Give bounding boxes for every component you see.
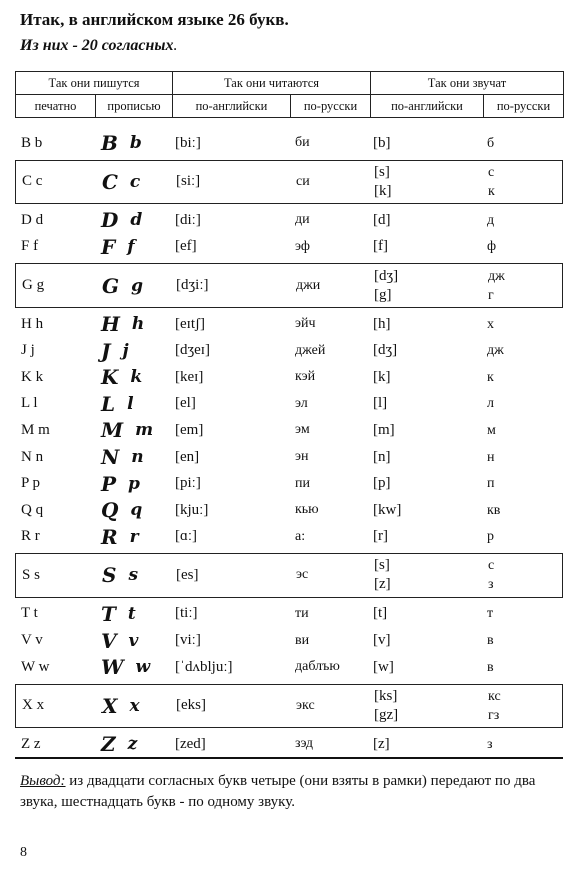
- letter-script: [101, 627, 138, 654]
- script-lower: t: [127, 603, 136, 624]
- reading-en: [dʒiː]: [176, 277, 209, 294]
- sound-en-value: [t]: [373, 605, 388, 622]
- letter-print: F f: [21, 238, 39, 255]
- table-row: [15, 444, 563, 471]
- letter-print: M m: [21, 421, 50, 438]
- sound-en: [373, 130, 391, 157]
- script-lower: p: [128, 473, 140, 494]
- sound-ru-value: р: [487, 529, 494, 545]
- script-upper: C: [102, 169, 118, 194]
- letter-script: [102, 264, 143, 307]
- sound-en-value: [k]: [373, 368, 391, 385]
- letter-script: [101, 364, 142, 391]
- reading-ru: эйч: [295, 316, 316, 332]
- script-upper: B: [101, 131, 118, 156]
- sound-ru-value: гз: [488, 707, 500, 723]
- letter-print: N n: [21, 448, 44, 465]
- table-row: [15, 417, 563, 444]
- reading-ru: а:: [295, 528, 306, 544]
- sound-en-value: [z]: [374, 576, 391, 593]
- reading-en: [dʒeɪ]: [175, 342, 210, 359]
- table-row: [15, 601, 563, 628]
- sound-en-value: [w]: [373, 658, 394, 675]
- table-row: [15, 234, 563, 261]
- sound-en-value: [v]: [373, 632, 391, 649]
- sound-ru: [487, 654, 494, 681]
- sound-ru: [487, 311, 494, 338]
- sound-en: [373, 444, 391, 471]
- reading-ru: даблъю: [295, 659, 340, 675]
- subtitle-tail: .: [173, 37, 178, 54]
- sound-en: [373, 470, 391, 497]
- table-row: [15, 524, 563, 551]
- script-lower: m: [135, 420, 154, 441]
- reading-en: [tiː]: [175, 605, 198, 622]
- letter-script: [101, 524, 139, 551]
- sound-ru-value: к: [488, 183, 495, 199]
- letter-print: J j: [21, 342, 35, 359]
- reading-ru: джи: [296, 277, 321, 293]
- letter-script: [101, 654, 150, 681]
- reading-en: [viː]: [175, 632, 201, 649]
- letter-print: C c: [22, 173, 43, 190]
- letter-script: [101, 417, 153, 444]
- script-upper: J: [101, 338, 111, 363]
- script-upper: W: [101, 655, 124, 680]
- table-row: [15, 684, 563, 729]
- reading-ru: эл: [295, 395, 308, 411]
- script-lower: x: [129, 695, 140, 716]
- reading-en: [zed]: [175, 735, 206, 752]
- sound-en-value: [k]: [374, 182, 392, 199]
- script-lower: q: [130, 500, 143, 521]
- script-lower: n: [131, 447, 144, 468]
- sound-ru-value: з: [488, 577, 494, 593]
- subtitle-text: Из них - 20 согласных: [20, 37, 174, 54]
- table-row: [15, 627, 563, 654]
- reading-ru: эф: [295, 238, 310, 254]
- reading-en: [biː]: [175, 134, 201, 151]
- sound-en: [374, 161, 392, 204]
- sound-ru: [487, 601, 493, 628]
- page-title: Итак, в английском языке 26 букв.: [20, 10, 289, 29]
- sound-ru-value: д: [487, 212, 495, 228]
- table-row: [15, 337, 563, 364]
- reading-ru: би: [295, 135, 310, 151]
- letter-script: [101, 337, 129, 364]
- header-written: Так они пишутся: [16, 72, 173, 95]
- sound-en: [373, 601, 387, 628]
- subheader-sound-ru: по-русски: [484, 95, 564, 118]
- page-subtitle: [20, 37, 178, 55]
- letter-print: R r: [21, 528, 40, 545]
- letter-script: [101, 601, 136, 628]
- letter-script: [102, 685, 140, 728]
- sound-en: [373, 207, 391, 234]
- letter-script: [101, 731, 137, 758]
- sound-ru: [487, 524, 494, 551]
- subheader-sound-en: по-английски: [371, 95, 484, 118]
- script-lower: d: [130, 210, 143, 231]
- sound-en-value: [h]: [373, 315, 391, 332]
- script-lower: r: [129, 526, 139, 547]
- sound-ru-value: дж: [488, 268, 505, 284]
- reading-en: [ˈdʌbljuː]: [175, 658, 233, 675]
- letter-print: H h: [21, 315, 44, 332]
- script-upper: L: [101, 391, 116, 416]
- sound-ru: [487, 337, 504, 364]
- letter-script: [101, 470, 140, 497]
- letter-script: [101, 311, 144, 338]
- letter-print: V v: [21, 632, 43, 649]
- sound-ru-value: п: [487, 476, 495, 492]
- script-lower: v: [128, 630, 139, 651]
- reading-ru: зэд: [295, 736, 313, 752]
- script-lower: w: [135, 657, 151, 678]
- reading-en: [en]: [175, 448, 200, 465]
- sound-en: [373, 364, 391, 391]
- script-upper: Z: [101, 732, 116, 757]
- letter-print: K k: [21, 368, 44, 385]
- script-upper: R: [101, 524, 118, 549]
- sound-en: [373, 417, 395, 444]
- divider: [15, 757, 563, 759]
- sound-en: [373, 234, 388, 261]
- sound-en: [373, 311, 391, 338]
- table-header: [15, 71, 564, 118]
- sound-en: [373, 524, 388, 551]
- sound-ru-value: кв: [487, 502, 501, 518]
- sound-en: [373, 497, 401, 524]
- letter-print: X x: [22, 697, 45, 714]
- letter-print: P p: [21, 475, 41, 492]
- table-row: [15, 263, 563, 308]
- sound-ru: [487, 364, 494, 391]
- reading-en: [kjuː]: [175, 501, 209, 518]
- script-lower: z: [127, 734, 138, 755]
- letter-print: Q q: [21, 501, 44, 518]
- sound-en-value: [m]: [373, 421, 395, 438]
- letter-script: [101, 444, 144, 471]
- reading-ru: си: [296, 173, 310, 189]
- subheader-print: печатно: [16, 95, 96, 118]
- sound-ru-value: к: [487, 369, 494, 385]
- page-number: 8: [20, 845, 27, 860]
- script-upper: T: [101, 601, 116, 626]
- reading-ru: ви: [295, 632, 310, 648]
- script-lower: f: [127, 236, 135, 257]
- sound-ru: [488, 161, 495, 204]
- sound-ru: [487, 207, 494, 234]
- script-lower: k: [130, 367, 143, 388]
- reading-en: [piː]: [175, 475, 201, 492]
- script-lower: g: [131, 275, 143, 296]
- table-row: [15, 654, 563, 681]
- subheader-read-ru: по-русски: [291, 95, 371, 118]
- reading-en: [siː]: [176, 173, 201, 190]
- reading-ru: ти: [295, 605, 309, 621]
- table-row: [15, 470, 563, 497]
- subheader-script: прописью: [96, 95, 173, 118]
- sound-en-value: [b]: [373, 134, 391, 151]
- table-row: [15, 160, 563, 205]
- letter-script: [101, 234, 135, 261]
- sound-ru-value: г: [488, 287, 494, 303]
- reading-ru: кэй: [295, 369, 316, 385]
- letter-print: Z z: [21, 735, 41, 752]
- header-read: Так они читаются: [173, 72, 371, 95]
- sound-ru-value: т: [487, 606, 494, 622]
- letter-print: T t: [21, 605, 38, 622]
- header-sound: Так они звучат: [371, 72, 564, 95]
- sound-ru: [487, 497, 500, 524]
- script-upper: M: [101, 418, 124, 443]
- script-lower: l: [127, 393, 134, 414]
- sound-ru-value: б: [487, 135, 495, 151]
- reading-ru: кью: [295, 502, 319, 518]
- letter-print: L l: [21, 395, 38, 412]
- script-upper: K: [101, 365, 119, 390]
- sound-ru: [487, 444, 495, 471]
- letter-script: [101, 130, 142, 157]
- table-row: [15, 364, 563, 391]
- sound-ru-value: м: [487, 422, 496, 438]
- script-upper: V: [101, 628, 117, 653]
- reading-en: [eɪtʃ]: [175, 315, 205, 332]
- reading-en: [eks]: [176, 697, 206, 714]
- sound-en-value: [l]: [373, 395, 388, 412]
- sound-ru-value: в: [487, 633, 494, 649]
- sound-en: [374, 264, 398, 307]
- sound-en-value: [r]: [373, 528, 388, 545]
- sound-ru-value: с: [488, 558, 495, 574]
- sound-ru: [488, 685, 501, 728]
- script-upper: S: [102, 563, 117, 588]
- sound-ru-value: в: [487, 659, 494, 675]
- letter-script: [102, 554, 138, 597]
- letter-script: [101, 497, 142, 524]
- conclusion-text: из двадцати согласных букв четыре (они взяты в рамки) передают по два звука, шестнадцать букв - по одному звуку.: [20, 773, 536, 810]
- letter-script: [101, 391, 134, 418]
- reading-ru: ди: [295, 212, 310, 228]
- sound-ru: [487, 130, 494, 157]
- sound-ru: [487, 731, 493, 758]
- reading-en: [diː]: [175, 211, 201, 228]
- script-upper: Q: [101, 498, 119, 523]
- script-lower: s: [128, 565, 139, 586]
- sound-ru: [488, 554, 494, 597]
- reading-ru: экс: [296, 697, 315, 713]
- script-upper: G: [102, 273, 120, 298]
- reading-ru: эс: [296, 567, 309, 583]
- script-upper: H: [101, 312, 120, 337]
- script-upper: P: [101, 471, 117, 496]
- sound-en-value: [f]: [373, 238, 388, 255]
- subheader-read-en: по-английски: [173, 95, 291, 118]
- sound-en: [373, 627, 391, 654]
- letter-script: [102, 161, 140, 204]
- sound-en-value: [kw]: [373, 501, 402, 518]
- sound-en: [374, 685, 398, 728]
- sound-en-value: [d]: [373, 211, 391, 228]
- sound-ru: [487, 234, 496, 261]
- reading-en: [es]: [176, 566, 199, 583]
- table-row: [15, 311, 563, 338]
- reading-en: [em]: [175, 421, 204, 438]
- sound-en: [373, 391, 387, 418]
- script-lower: j: [122, 340, 129, 361]
- sound-ru-value: ф: [487, 239, 497, 255]
- sound-en-value: [dʒ]: [374, 267, 399, 284]
- sound-en-value: [g]: [374, 286, 392, 303]
- sound-en-value: [s]: [374, 163, 390, 180]
- conclusion: [20, 771, 565, 813]
- reading-ru: джей: [295, 342, 326, 358]
- conclusion-label: Вывод:: [20, 773, 66, 789]
- sound-ru-value: з: [487, 736, 493, 752]
- reading-en: [ef]: [175, 238, 197, 255]
- reading-ru: эн: [295, 449, 309, 465]
- script-upper: N: [101, 445, 120, 470]
- script-lower: b: [129, 133, 142, 154]
- letter-print: B b: [21, 134, 43, 151]
- letter-print: S s: [22, 566, 40, 583]
- script-upper: D: [101, 208, 119, 233]
- table-row: [15, 497, 563, 524]
- letter-print: G g: [22, 277, 45, 294]
- sound-ru: [487, 417, 496, 444]
- sound-ru-value: дж: [487, 343, 504, 359]
- letter-print: D d: [21, 211, 44, 228]
- consonant-table-body: [15, 130, 563, 757]
- sound-ru-value: х: [487, 316, 494, 332]
- table-row: [15, 130, 563, 157]
- script-upper: F: [101, 234, 116, 259]
- sound-en-value: [ks]: [374, 687, 398, 704]
- script-upper: X: [102, 693, 118, 718]
- sound-ru-value: н: [487, 449, 495, 465]
- reading-ru: эм: [295, 422, 310, 438]
- sound-ru: [487, 627, 494, 654]
- table-row: [15, 207, 563, 234]
- letter-script: [101, 207, 142, 234]
- script-lower: h: [131, 314, 145, 335]
- letter-print: W w: [21, 658, 50, 675]
- sound-ru: [487, 391, 494, 418]
- sound-ru-value: кс: [488, 688, 501, 704]
- sound-en-value: [gz]: [374, 706, 399, 723]
- reading-en: [ɑː]: [175, 528, 198, 545]
- sound-en-value: [p]: [373, 475, 391, 492]
- sound-en: [373, 654, 394, 681]
- sound-en-value: [s]: [374, 557, 390, 574]
- script-lower: c: [129, 171, 141, 192]
- reading-en: [keɪ]: [175, 368, 204, 385]
- sound-ru-value: с: [488, 164, 495, 180]
- sound-en: [373, 731, 390, 758]
- table-row: [15, 553, 563, 598]
- table-row: [15, 391, 563, 418]
- sound-ru: [488, 264, 505, 307]
- sound-ru-value: л: [487, 396, 494, 412]
- sound-en-value: [n]: [373, 448, 391, 465]
- sound-en: [373, 337, 397, 364]
- table-row: [15, 731, 563, 758]
- sound-en-value: [z]: [373, 735, 390, 752]
- sound-en: [374, 554, 391, 597]
- sound-en-value: [dʒ]: [373, 342, 398, 359]
- reading-ru: пи: [295, 475, 310, 491]
- reading-en: [el]: [175, 395, 196, 412]
- sound-ru: [487, 470, 495, 497]
